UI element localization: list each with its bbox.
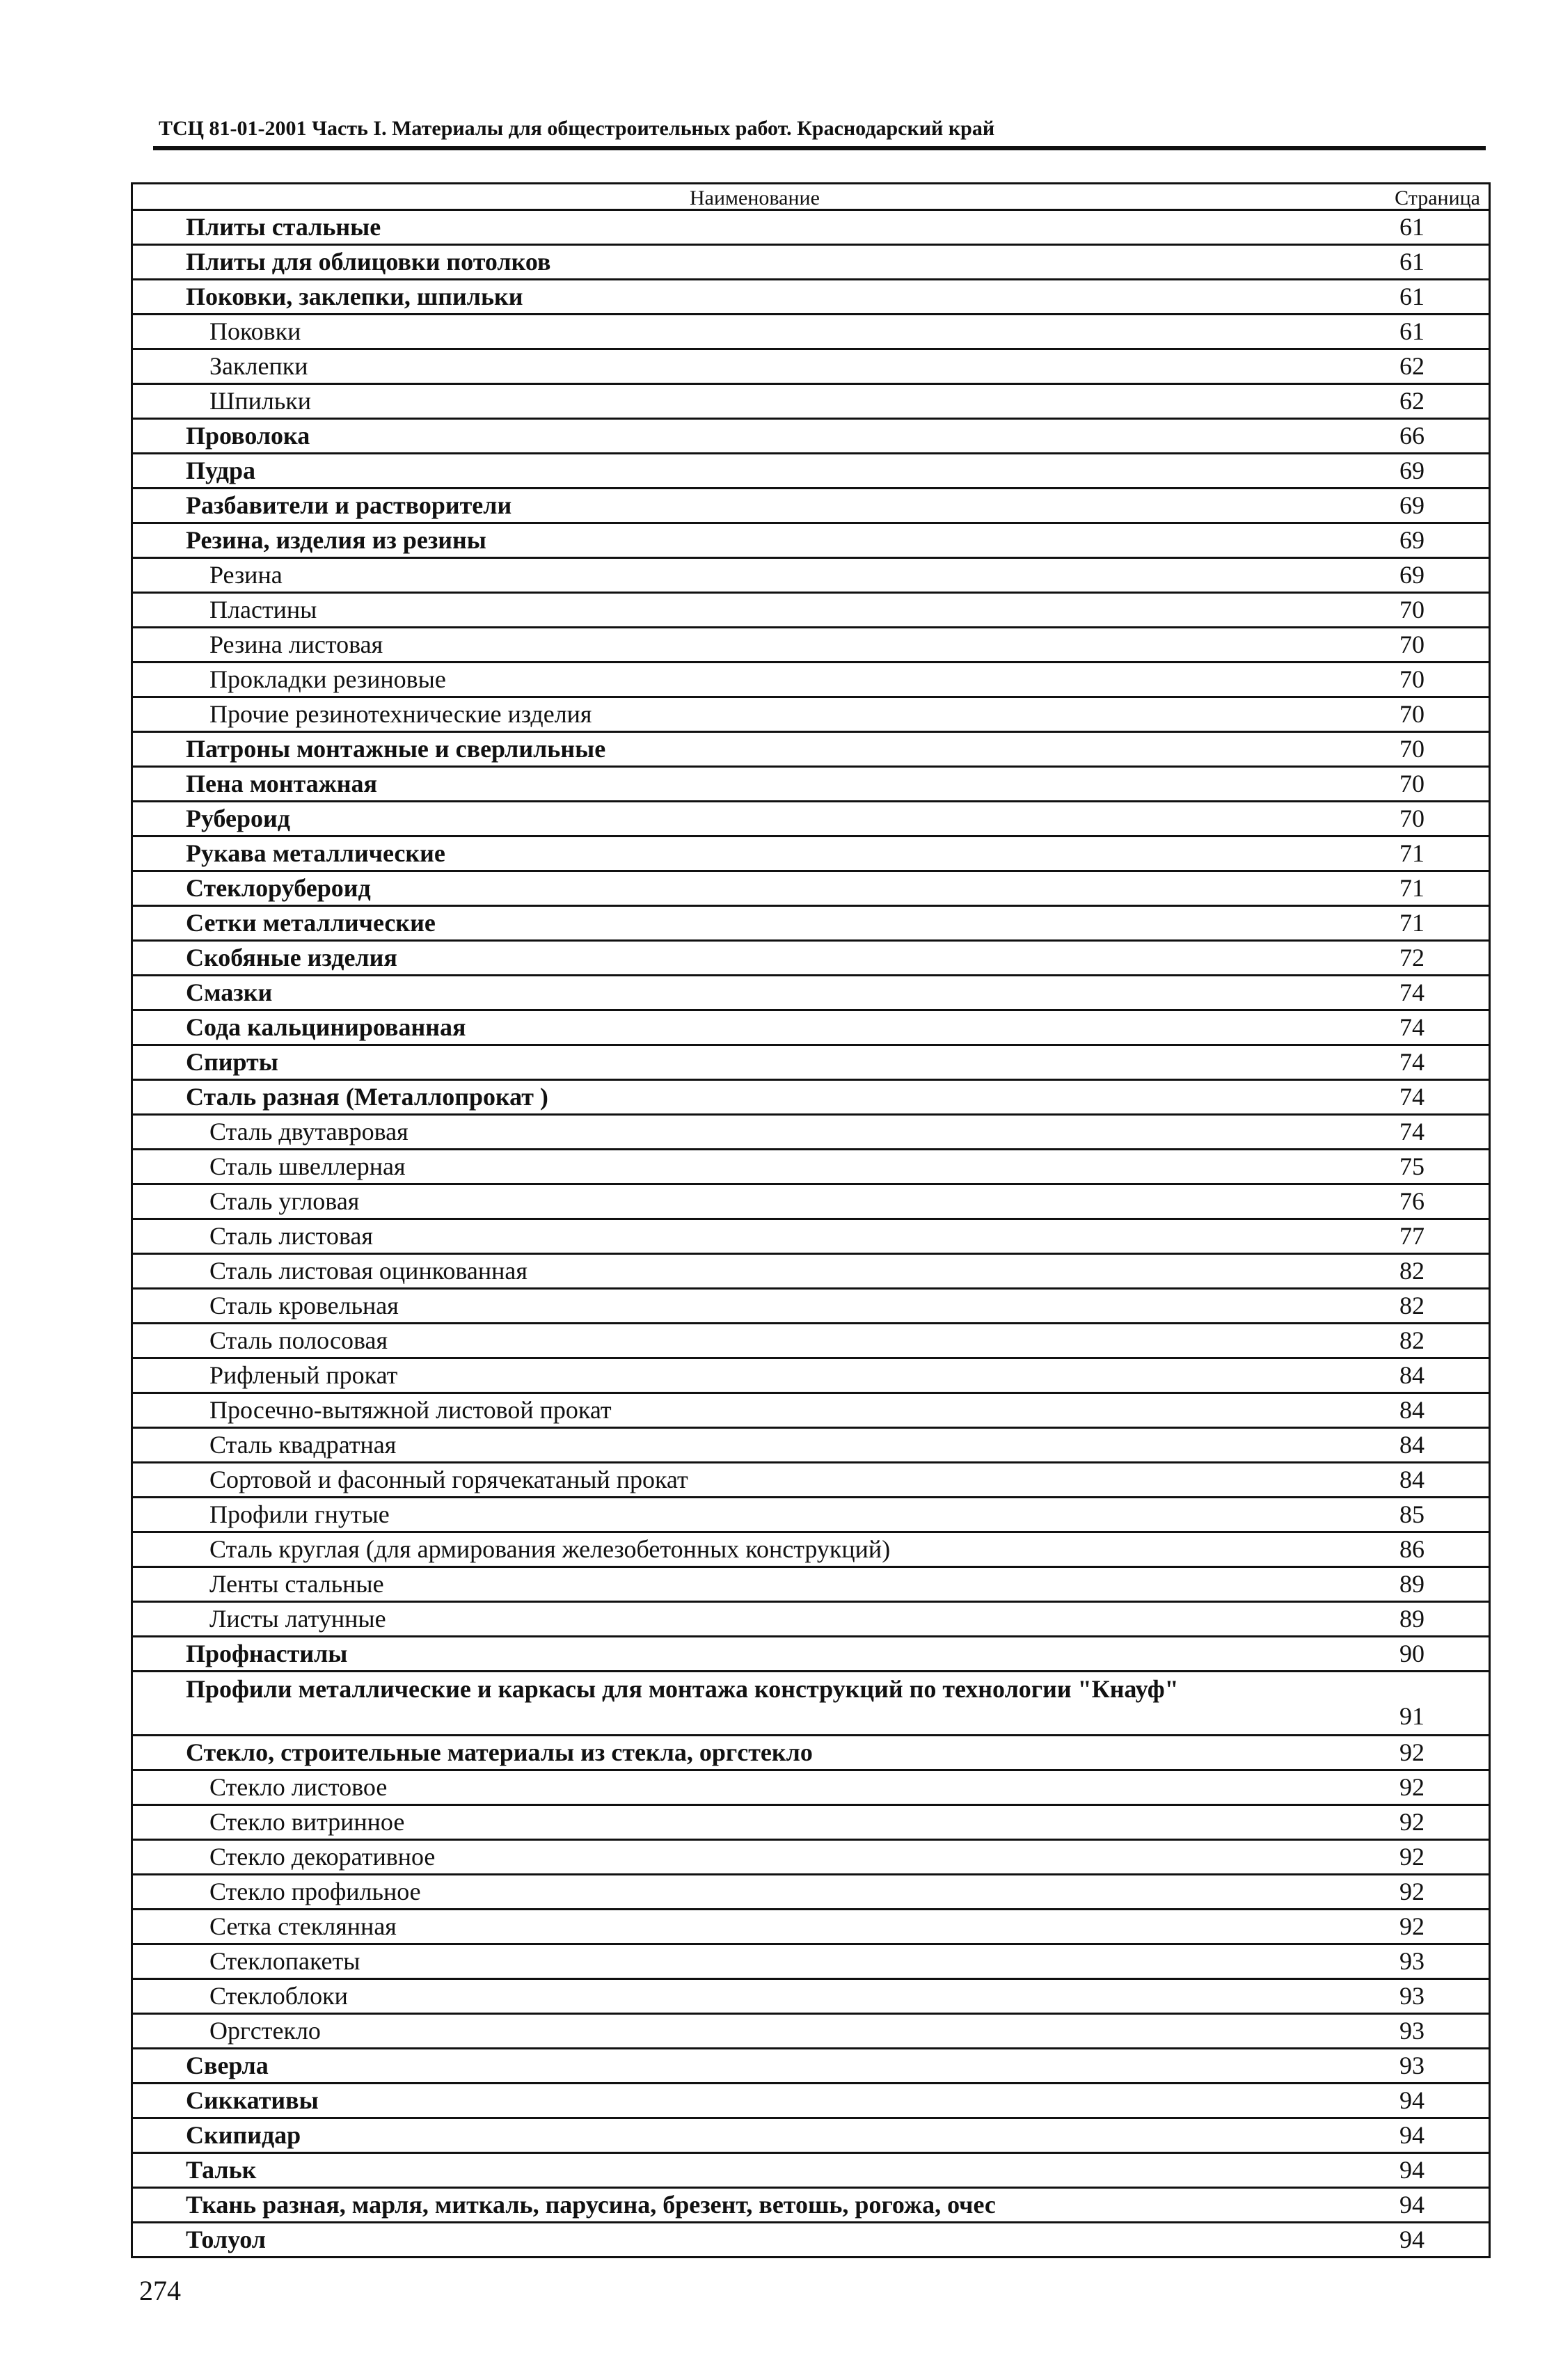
column-header-page: Страница: [1395, 187, 1480, 209]
toc-entry-page: 94: [1399, 2226, 1425, 2253]
toc-row: [133, 872, 1489, 907]
toc-entry-page: 61: [1399, 317, 1425, 345]
toc-row: [133, 1081, 1489, 1116]
toc-entry-page: 74: [1399, 1083, 1425, 1111]
toc-entry-title: Сода кальцинированная: [186, 1013, 466, 1041]
toc-row: [133, 628, 1489, 663]
toc-entry-page: 92: [1399, 1738, 1425, 1766]
toc-entry-title: Сталь круглая (для армирования железобетонных конструкций): [209, 1535, 891, 1563]
toc-entry-page: 86: [1399, 1535, 1425, 1563]
toc-entry-title: Тальк: [186, 2156, 257, 2184]
toc-entry-page: 70: [1399, 770, 1425, 798]
toc-entry-page: 69: [1399, 491, 1425, 519]
toc-row: [133, 2015, 1489, 2049]
toc-row: [133, 315, 1489, 350]
toc-entry-title: Сталь швеллерная: [209, 1152, 406, 1180]
toc-row: [133, 2049, 1489, 2084]
toc-entry-page: 89: [1399, 1605, 1425, 1633]
toc-entry-page: 74: [1399, 978, 1425, 1006]
toc-entry-title: Профили металлические и каркасы для монтажа конструкций по технологии "Кнауф": [186, 1675, 1179, 1703]
toc-row: [133, 1980, 1489, 2015]
toc-entry-page: 70: [1399, 804, 1425, 832]
toc-entry-title: Стеклорубероид: [186, 874, 371, 902]
toc-entry-title: Патроны монтажные и сверлильные: [186, 735, 606, 763]
toc-entry-title: Стеклопакеты: [209, 1947, 360, 1975]
toc-row: [133, 1324, 1489, 1359]
toc-row: [133, 1255, 1489, 1290]
toc-entry-page: 92: [1399, 1808, 1425, 1836]
toc-entry-page: 93: [1399, 2017, 1425, 2045]
toc-row: [133, 1637, 1489, 1672]
toc-row: [133, 1672, 1489, 1736]
toc-entry-page: 76: [1399, 1187, 1425, 1215]
toc-row: [133, 907, 1489, 942]
toc-entry-page: 74: [1399, 1048, 1425, 1076]
toc-entry-title: Плиты стальные: [186, 213, 381, 241]
toc-entry-title: Разбавители и растворители: [186, 491, 512, 519]
toc-entry-page: 82: [1399, 1257, 1425, 1285]
toc-row: [133, 1011, 1489, 1046]
toc-entry-page: 84: [1399, 1431, 1425, 1459]
toc-entry-page: 69: [1399, 526, 1425, 554]
toc-entry-title: Профнастилы: [186, 1640, 348, 1667]
toc-row: [133, 2223, 1489, 2258]
toc-row: [133, 1290, 1489, 1324]
toc-row: [133, 2189, 1489, 2223]
toc-entry-title: Плиты для облицовки потолков: [186, 248, 551, 276]
toc-row: [133, 1875, 1489, 1910]
toc-entry-title: Скипидар: [186, 2121, 301, 2149]
toc-entry-page: 92: [1399, 1912, 1425, 1940]
toc-entry-title: Ткань разная, марля, миткаль, парусина, брезент, ветошь, рогожа, очес: [186, 2191, 996, 2219]
toc-entry-page: 70: [1399, 735, 1425, 763]
toc-entry-page: 82: [1399, 1292, 1425, 1319]
toc-entry-title: Резина, изделия из резины: [186, 526, 486, 554]
toc-entry-title: Сталь квадратная: [209, 1431, 397, 1459]
toc-row: [133, 768, 1489, 802]
toc-row: [133, 1841, 1489, 1875]
toc-entry-title: Стекло листовое: [209, 1773, 388, 1801]
toc-entry-title: Пена монтажная: [186, 770, 377, 798]
toc-row: [133, 2154, 1489, 2189]
toc-entry-title: Стекло профильное: [209, 1878, 421, 1905]
toc-entry-page: 70: [1399, 665, 1425, 693]
toc-row: [133, 942, 1489, 976]
toc-entry-page: 62: [1399, 352, 1425, 380]
toc-entry-page: 82: [1399, 1326, 1425, 1354]
toc-entry-title: Резина: [209, 561, 283, 589]
toc-entry-title: Стекло, строительные материалы из стекла, оргстекло: [186, 1738, 813, 1766]
toc-entry-page: 84: [1399, 1466, 1425, 1493]
toc-row: [133, 1150, 1489, 1185]
toc-entry-title: Рукава металлические: [186, 839, 445, 867]
column-headers: [133, 184, 1489, 211]
toc-entry-title: Рубероид: [186, 804, 290, 832]
toc-entry-page: 93: [1399, 1947, 1425, 1975]
toc-row: [133, 1394, 1489, 1429]
toc-entry-page: 70: [1399, 630, 1425, 658]
toc-row: [133, 1736, 1489, 1771]
toc-row: [133, 837, 1489, 872]
toc-row: [133, 663, 1489, 698]
toc-row: [133, 454, 1489, 489]
toc-entry-page: 71: [1399, 909, 1425, 937]
toc-entry-page: 94: [1399, 2121, 1425, 2149]
header-rule: [153, 146, 1486, 150]
toc-entry-title: Смазки: [186, 978, 273, 1006]
toc-entry-title: Сталь двутавровая: [209, 1118, 408, 1145]
toc-entry-title: Прокладки резиновые: [209, 665, 446, 693]
toc-entry-page: 74: [1399, 1013, 1425, 1041]
toc-entry-page: 93: [1399, 1982, 1425, 2010]
toc-entry-page: 84: [1399, 1396, 1425, 1424]
toc-entry-page: 85: [1399, 1500, 1425, 1528]
toc-entry-title: Профили гнутые: [209, 1500, 390, 1528]
toc-entry-title: Поковки: [209, 317, 301, 345]
toc-entry-title: Сталь угловая: [209, 1187, 360, 1215]
toc-row: [133, 1771, 1489, 1806]
toc-entry-title: Сталь листовая оцинкованная: [209, 1257, 527, 1285]
toc-row: [133, 524, 1489, 559]
toc-row: [133, 2084, 1489, 2119]
toc-entry-title: Сетка стеклянная: [209, 1912, 397, 1940]
toc-row: [133, 350, 1489, 385]
toc-entry-page: 92: [1399, 1878, 1425, 1905]
toc-row: [133, 802, 1489, 837]
toc-entry-page: 69: [1399, 561, 1425, 589]
toc-entry-page: 93: [1399, 2052, 1425, 2079]
toc-entry-page: 66: [1399, 422, 1425, 450]
toc-row: [133, 733, 1489, 768]
toc-entry-title: Прочие резинотехнические изделия: [209, 700, 592, 728]
toc-entry-page: 92: [1399, 1773, 1425, 1801]
toc-entry-page: 77: [1399, 1222, 1425, 1250]
toc-entry-page: 94: [1399, 2191, 1425, 2219]
toc-entry-page: 84: [1399, 1361, 1425, 1389]
toc-row: [133, 420, 1489, 454]
toc-row: [133, 1046, 1489, 1081]
toc-entry-title: Сетки металлические: [186, 909, 436, 937]
page-number: 274: [139, 2275, 181, 2306]
toc-entry-title: Сталь кровельная: [209, 1292, 399, 1319]
toc-row: [133, 1945, 1489, 1980]
toc-entry-page: 90: [1399, 1640, 1425, 1667]
toc-entry-title: Сортовой и фасонный горячекатаный прокат: [209, 1466, 688, 1493]
toc-entry-title: Скобяные изделия: [186, 944, 397, 971]
toc-entry-title: Оргстекло: [209, 2017, 321, 2045]
toc-entry-page: 72: [1399, 944, 1425, 971]
toc-row: [133, 976, 1489, 1011]
toc-entry-title: Сталь листовая: [209, 1222, 373, 1250]
toc-entry-page: 74: [1399, 1118, 1425, 1145]
toc-entry-page: 61: [1399, 248, 1425, 276]
toc-entry-page: 89: [1399, 1570, 1425, 1598]
toc-entry-title: Сталь полосовая: [209, 1326, 388, 1354]
toc-entry-page: 61: [1399, 213, 1425, 241]
toc-entry-title: Рифленый прокат: [209, 1361, 398, 1389]
toc-entry-page: 71: [1399, 874, 1425, 902]
toc-row: [133, 2119, 1489, 2154]
toc-row: [133, 1498, 1489, 1533]
toc-row: [133, 1533, 1489, 1568]
column-header-name: Наименование: [690, 187, 820, 209]
toc-entry-title: Сиккативы: [186, 2086, 319, 2114]
toc-entry-page: 71: [1399, 839, 1425, 867]
toc-row: [133, 489, 1489, 524]
toc-entry-page: 61: [1399, 283, 1425, 310]
toc-row: [133, 1359, 1489, 1394]
toc-row: [133, 559, 1489, 594]
toc-entry-title: Спирты: [186, 1048, 278, 1076]
toc-row: [133, 1603, 1489, 1637]
toc-entry-title: Листы латунные: [209, 1605, 386, 1633]
toc-entry-title: Пудра: [186, 457, 255, 484]
toc-entry-page: 75: [1399, 1152, 1425, 1180]
toc-row: [133, 246, 1489, 280]
toc-row: [133, 1220, 1489, 1255]
toc-entry-title: Шпильки: [209, 387, 311, 415]
toc-row: [133, 594, 1489, 628]
toc-table: [131, 182, 1491, 2258]
toc-row: [133, 1910, 1489, 1945]
toc-row: [133, 698, 1489, 733]
toc-row: [133, 1463, 1489, 1498]
toc-entry-title: Стекло декоративное: [209, 1843, 436, 1871]
toc-entry-title: Резина листовая: [209, 630, 383, 658]
toc-entry-page: 69: [1399, 457, 1425, 484]
toc-entry-page: 70: [1399, 700, 1425, 728]
toc-entry-page: 94: [1399, 2086, 1425, 2114]
toc-entry-title: Стеклоблоки: [209, 1982, 348, 2010]
toc-row: [133, 280, 1489, 315]
toc-row: [133, 1568, 1489, 1603]
running-header: ТСЦ 81-01-2001 Часть I. Материалы для общестроительных работ. Краснодарский край: [159, 117, 995, 140]
toc-entry-title: Заклепки: [209, 352, 308, 380]
toc-rows: [133, 211, 1489, 2258]
toc-row: [133, 211, 1489, 246]
toc-entry-page: 92: [1399, 1843, 1425, 1871]
toc-entry-page: 70: [1399, 596, 1425, 624]
toc-entry-title: Поковки, заклепки, шпильки: [186, 283, 523, 310]
toc-entry-title: Ленты стальные: [209, 1570, 384, 1598]
toc-row: [133, 385, 1489, 420]
toc-entry-title: Просечно-вытяжной листовой прокат: [209, 1396, 612, 1424]
toc-row: [133, 1116, 1489, 1150]
toc-row: [133, 1429, 1489, 1463]
toc-entry-title: Проволока: [186, 422, 310, 450]
toc-entry-title: Сталь разная (Металлопрокат ): [186, 1083, 548, 1111]
toc-entry-page: 91: [1399, 1702, 1425, 1730]
toc-entry-page: 62: [1399, 387, 1425, 415]
toc-row: [133, 1185, 1489, 1220]
toc-entry-title: Стекло витринное: [209, 1808, 405, 1836]
toc-entry-page: 94: [1399, 2156, 1425, 2184]
toc-row: [133, 1806, 1489, 1841]
toc-entry-title: Пластины: [209, 596, 317, 624]
toc-entry-title: Сверла: [186, 2052, 269, 2079]
toc-entry-title: Толуол: [186, 2226, 266, 2253]
